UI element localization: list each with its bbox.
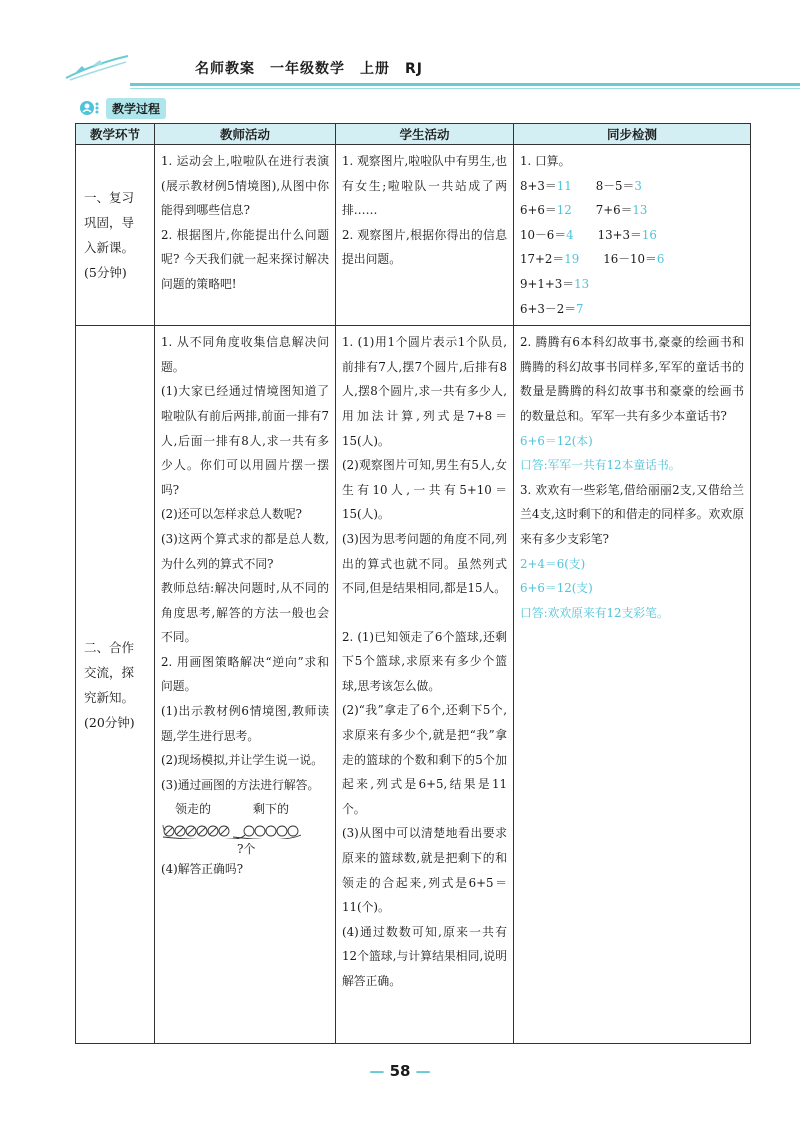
- calc-line: 6+3－2＝7: [520, 301, 584, 316]
- basketball-diagram: [161, 797, 329, 857]
- column-header: 学生活动: [336, 124, 514, 145]
- sync-check-cell: [514, 326, 751, 1044]
- header-rule-thin: [130, 88, 800, 89]
- paragraph: (2)还可以怎样求总人数呢?: [161, 507, 303, 522]
- calc-line: 17+2＝19 16－10＝6: [520, 252, 665, 267]
- calc-line: 8+3＝11 8－5＝3: [520, 178, 642, 193]
- calc-line: 10－6＝4 13+3＝16: [520, 227, 657, 242]
- footer-dash-right: —: [415, 1062, 431, 1080]
- paragraph: (4)解答正确吗?: [161, 862, 244, 877]
- student-activity-cell: [336, 145, 514, 326]
- paragraph: 1. 从不同角度收集信息解决问题。: [161, 335, 329, 374]
- taken-label: 领走的: [175, 802, 212, 817]
- teacher-activity-cell: [155, 326, 336, 1044]
- answer-line: 口答:欢欢原来有12支彩笔。: [520, 605, 669, 620]
- paragraph: 2. 观察图片,根据你得出的信息提出问题。: [342, 227, 507, 267]
- section-title: 教学过程: [106, 98, 166, 119]
- paragraph: (3)因为思考问题的角度不同,列出的算式也就不同。虽然列式不同,但是结果相同,都是15人。: [342, 531, 507, 596]
- lesson-table: [75, 123, 751, 1044]
- paragraph: 1. 观察图片,啦啦队中有男生,也有女生;啦啦队一共站成了两排……: [342, 154, 507, 218]
- paragraph: (4)通过数数可知,原来一共有12个篮球,与计算结果相同,说明解答正确。: [342, 924, 507, 988]
- table-row: [76, 326, 751, 1044]
- page-number: 58: [389, 1062, 411, 1080]
- page-footer: [0, 1062, 800, 1080]
- column-header: 教师活动: [155, 124, 336, 145]
- table-row: [76, 145, 751, 326]
- paragraph: (3)从图中可以清楚地看出要求原来的篮球数,就是把剩下的和领走的合起来,列式是6+5＝11(个)。: [342, 826, 507, 915]
- brush-logo-icon: [62, 52, 132, 82]
- stage-cell: 一、复习 巩固，导 入新课。 (5分钟): [76, 145, 155, 326]
- paragraph: (3)通过画图的方法进行解答。: [161, 777, 320, 792]
- exercise-question: 2. 腾腾有6本科幻故事书,豪豪的绘画书和腾腾的科幻故事书同样多,军军的童话书的数量是腾腾的科幻故事书和豪豪的绘画书的数量总和。军军一共有多少本童话书?: [520, 335, 744, 423]
- calc-line: 6+6＝12 7+6＝13: [520, 203, 648, 218]
- paragraph: 2. 用画图策略解决“逆向”求和问题。: [161, 654, 329, 694]
- exercise-question: 3. 欢欢有一些彩笔,借给丽丽2支,又借给兰兰4支,这时剩下的和借走的同样多。欢欢原来有多少支彩笔?: [520, 482, 744, 546]
- section-tag: [78, 98, 166, 118]
- paragraph: 1. 运动会上,啦啦队在进行表演(展示教材例5情境图),从图中你能得到哪些信息?: [161, 154, 329, 218]
- paragraph: 2. 根据图片,你能提出什么问题呢? 今天我们就一起来探讨解决问题的策略吧!: [161, 227, 329, 291]
- column-header: 教学环节: [76, 124, 155, 145]
- paragraph: (1)大家已经通过情境图知道了啦啦队有前后两排,前面一排有7人,后面一排有8人,求一共有多少人。你们可以用圆片摆一摆吗?: [161, 384, 329, 497]
- exercise-title: 1. 口算。: [520, 154, 571, 168]
- answer-line: 2+4＝6(支): [520, 556, 586, 571]
- column-header: 同步检测: [514, 124, 751, 145]
- paragraph: (1)出示教材例6情境图,教师读题,学生进行思考。: [161, 704, 329, 743]
- remaining-label: 剩下的: [253, 802, 290, 817]
- calc-line: 9+1+3＝13: [520, 276, 590, 291]
- question-label: ?个: [237, 842, 256, 857]
- paragraph: 教师总结:解决问题时,从不同的角度思考,解答的方法一般也会不同。: [161, 581, 329, 645]
- answer-line: 口答:军军一共有12本童话书。: [520, 458, 681, 473]
- answer-line: 6+6＝12(本): [520, 433, 593, 448]
- paragraph: (2)“我”拿走了6个,还剩下5个,求原来有多少个,就是把“我”拿走的篮球的个数和剩下的5个加起来,列式是6+5,结果是11个。: [342, 703, 507, 816]
- teacher-activity-cell: [155, 145, 336, 326]
- paragraph: 1. (1)用1个圆片表示1个队员,前排有7人,摆7个圆片,后排有8人,摆8个圆片,求一共有多少人,用加法计算,列式是7+8＝15(人)。: [342, 335, 507, 448]
- stage-cell: 二、合作 交流，探 究新知。 (20分钟): [76, 326, 155, 1044]
- footer-dash-left: —: [369, 1062, 385, 1080]
- spacer: [342, 601, 507, 625]
- sync-check-cell: [514, 145, 751, 326]
- table-header-row: [76, 124, 751, 145]
- header-title: 名师教案 一年级数学 上册 RJ: [195, 61, 423, 77]
- paragraph: 2. (1)已知领走了6个篮球,还剩下5个篮球,求原来有多少个篮球,思考该怎么做。: [342, 629, 507, 693]
- answer-line: 6+6＝12(支): [520, 581, 593, 596]
- paragraph: (2)现场模拟,并让学生说一说。: [161, 753, 324, 768]
- student-activity-cell: [336, 326, 514, 1044]
- paragraph: (2)观察图片可知,男生有5人,女生有10人,一共有5+10＝15(人)。: [342, 458, 507, 522]
- page-header: [62, 48, 762, 88]
- lesson-icon: [78, 99, 104, 117]
- header-rule: [130, 83, 800, 86]
- paragraph: (3)这两个算式求的都是总人数,为什么列的算式不同?: [161, 531, 329, 571]
